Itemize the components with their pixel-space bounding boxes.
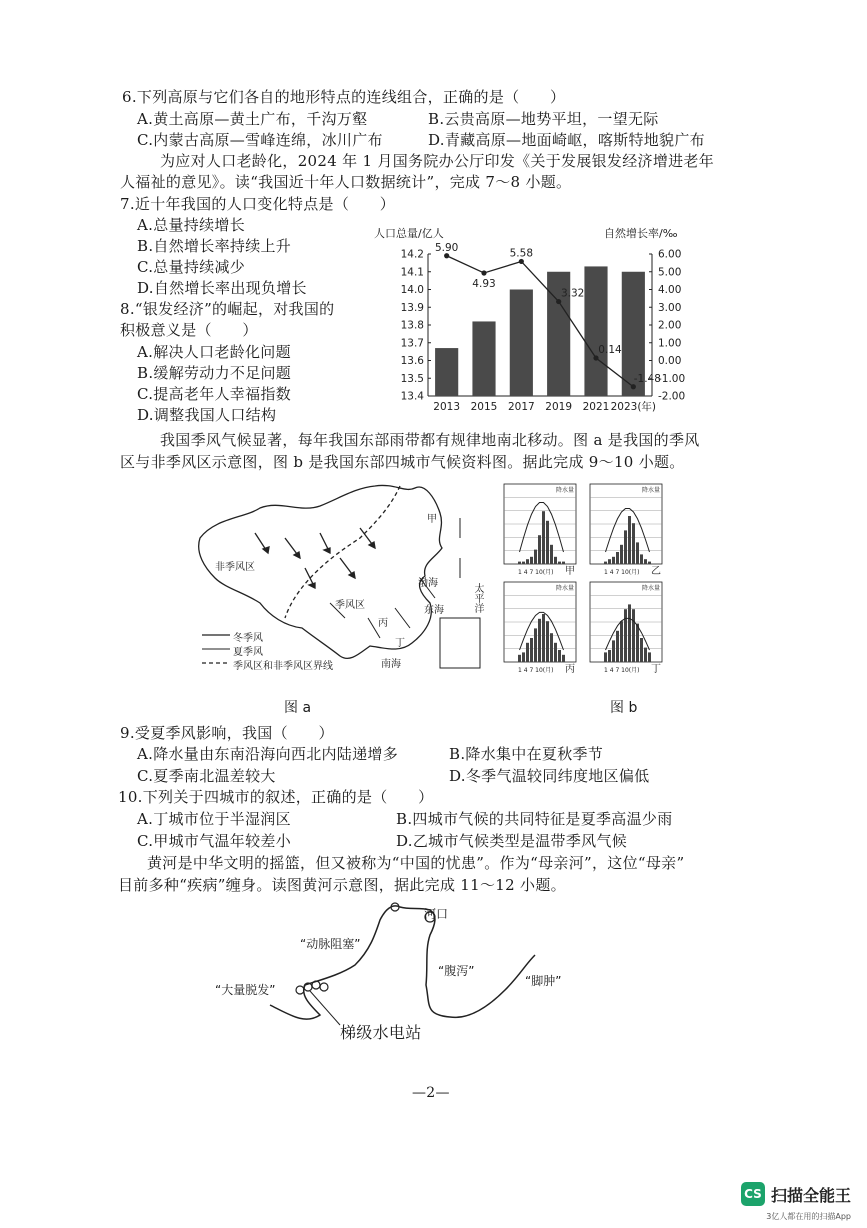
y2-tick-label: -2.00 <box>658 390 686 403</box>
y2-tick-label: 5.00 <box>658 266 682 279</box>
precip-bar <box>620 621 623 662</box>
figure-a-caption: 图 a <box>284 700 312 716</box>
precip-bar <box>616 631 619 662</box>
map-label-monsoon: 季风区 <box>335 600 365 611</box>
precip-bar <box>562 562 565 564</box>
precip-bar <box>534 628 537 662</box>
q8-option-b: B.缓解劳动力不足问题 <box>137 364 292 382</box>
precip-bar <box>554 643 557 662</box>
yellow-river-course <box>270 906 535 1019</box>
precip-bar <box>608 559 611 564</box>
climate-city-name: 甲 <box>565 566 575 577</box>
q7-option-d: D.自然增长率出现负增长 <box>137 279 307 297</box>
population-bar <box>510 290 533 397</box>
growth-rate-point <box>481 270 486 275</box>
climate-city-name: 丙 <box>565 664 575 675</box>
population-chart <box>390 240 700 420</box>
intro-9-10-line1: 我国季风气候显著，每年我国东部雨带都有规律地南北移动。图 a 是我国的季风 <box>160 431 700 449</box>
river-label-ankle: “脚肿” <box>525 974 562 988</box>
y-tick-label: 13.5 <box>400 372 424 385</box>
river-label-diarrhea: “腹泻” <box>438 964 475 978</box>
precip-bar <box>636 542 639 564</box>
x-tick-label: 2015 <box>470 401 498 413</box>
legend-monsoon-boundary: 季风区和非季风区界线 <box>233 661 333 672</box>
legend-summer-monsoon: 夏季风 <box>233 647 263 658</box>
y2-tick-label: 0.00 <box>658 355 682 367</box>
precip-bar <box>538 535 541 564</box>
growth-rate-point <box>631 384 636 389</box>
precip-bar <box>616 552 619 564</box>
cs-badge: CS <box>741 1182 765 1206</box>
precip-bar <box>648 652 651 662</box>
q9-option-d: D.冬季气温较同纬度地区偏低 <box>449 767 650 785</box>
q6-option-b: B.云贵高原—地势平坦，一望无际 <box>428 110 659 128</box>
map-label-nonmonsoon: 非季风区 <box>215 562 255 573</box>
precip-bar <box>558 650 561 662</box>
climate-city-name: 乙 <box>651 566 661 577</box>
q9-option-c: C.夏季南北温差较大 <box>137 767 276 785</box>
intro-9-10-line2: 区与非季风区示意图，图 b 是我国东部四城市气候资料图。据此完成 9～10 小题。 <box>120 453 685 471</box>
x-tick-label: 2017 <box>507 401 535 413</box>
climate-month-labels: 1 4 7 10(月) <box>518 569 554 576</box>
y2-tick-label: 3.00 <box>658 301 682 314</box>
river-label-hydro: 梯级水电站 <box>340 1023 422 1042</box>
map-label-bing: 丙 <box>378 618 388 629</box>
precip-bar <box>546 521 549 564</box>
precip-bar <box>526 559 529 564</box>
precip-bar <box>538 619 541 662</box>
climate-month-labels: 1 4 7 10(月) <box>518 667 554 674</box>
y-tick-label: 13.7 <box>400 337 424 350</box>
x-tick-label: 2023(年) <box>610 401 657 413</box>
climate-precip-unit: 降水量 <box>556 585 575 592</box>
q9-stem: 9.受夏季风影响，我国（ ） <box>120 724 334 742</box>
intro-11-12-line1: 黄河是中华文明的摇篮，但又被称为“中国的忧患”。作为“母亲河”，这位“母亲” <box>147 854 685 872</box>
precip-bar <box>530 638 533 662</box>
q6-stem: 6.下列高原与它们各自的地形特点的连线组合，正确的是（ ） <box>122 88 566 106</box>
climate-month-labels: 1 4 7 10(月) <box>604 667 640 674</box>
river-label-estuary: 河口 <box>424 907 449 921</box>
river-label-artery: “动脉阻塞” <box>300 937 361 951</box>
precip-bar <box>604 562 607 564</box>
map-label-jia: 甲 <box>427 514 437 525</box>
q7-option-b: B.自然增长率持续上升 <box>137 237 292 255</box>
y-tick-label: 14.0 <box>400 284 424 296</box>
precip-bar <box>558 562 561 564</box>
precip-bar <box>640 554 643 564</box>
y-tick-label: 13.6 <box>400 355 424 367</box>
q10-option-a: A.丁城市位于半湿润区 <box>137 810 291 828</box>
climate-precip-unit: 降水量 <box>642 487 661 494</box>
precip-bar <box>644 559 647 564</box>
y-tick-label: 14.1 <box>400 266 424 279</box>
population-bar <box>584 266 607 396</box>
growth-rate-point <box>444 253 449 258</box>
y2-tick-label: 4.00 <box>658 284 682 296</box>
climate-precip-unit: 降水量 <box>642 585 661 592</box>
climate-month-labels: 1 4 7 10(月) <box>604 569 640 576</box>
q6-option-c: C.内蒙古高原—雪峰连绵，冰川广布 <box>137 131 383 149</box>
precip-bar <box>562 655 565 662</box>
precip-bar <box>518 655 521 662</box>
map-label-dong: 丁 <box>395 638 405 649</box>
precip-bar <box>608 650 611 662</box>
map-label-bohai: 渤海 <box>418 578 438 589</box>
growth-rate-data-label: 3.32 <box>560 287 585 300</box>
river-label-hairloss: “大量脱发” <box>215 983 276 997</box>
chart-ylabel: 人口总量/亿人 <box>374 227 444 240</box>
growth-rate-data-label: 5.58 <box>509 247 534 260</box>
y-tick-label: 14.2 <box>400 248 424 261</box>
precip-bar <box>550 633 553 662</box>
precip-bar <box>530 557 533 564</box>
precip-bar <box>612 557 615 564</box>
y-tick-label: 13.8 <box>400 319 424 332</box>
q7-option-c: C.总量持续减少 <box>137 258 246 276</box>
precip-bar <box>648 562 651 564</box>
map-label-nanhai: 南海 <box>381 659 401 670</box>
precip-bar <box>554 557 557 564</box>
precip-bar <box>546 621 549 662</box>
precip-bar <box>632 609 635 662</box>
intro-7-8-line2: 人福祉的意见》。读“我国近十年人口数据统计”，完成 7～8 小题。 <box>120 173 572 191</box>
climate-charts <box>500 480 670 680</box>
q10-option-c: C.甲城市气温年较差小 <box>137 832 292 850</box>
q7-stem: 7.近十年我国的人口变化特点是（ ） <box>120 195 396 213</box>
q10-stem: 10.下列关于四城市的叙述，正确的是（ ） <box>118 788 434 806</box>
page-number: —2— <box>412 1085 450 1101</box>
climate-city-name: 丁 <box>651 664 661 675</box>
climate-precip-unit: 降水量 <box>556 487 575 494</box>
x-tick-label: 2013 <box>433 401 461 413</box>
legend-winter-monsoon: 冬季风 <box>233 633 263 644</box>
precip-bar <box>640 638 643 662</box>
precip-bar <box>644 648 647 662</box>
growth-rate-point <box>556 299 561 304</box>
q6-option-d: D.青藏高原—地面崎岖，喀斯特地貌广布 <box>428 131 705 149</box>
x-tick-label: 2019 <box>545 401 573 413</box>
q8-stem-line2: 积极意义是（ ） <box>120 321 258 339</box>
y-tick-label: 13.9 <box>400 301 424 314</box>
precip-bar <box>522 562 525 564</box>
precip-bar <box>526 643 529 662</box>
map-label-donghai: 东海 <box>424 605 444 616</box>
precip-bar <box>542 511 545 564</box>
q6-option-a: A.黄土高原—黄土广布，千沟万壑 <box>137 110 368 128</box>
precip-bar <box>534 550 537 564</box>
growth-rate-data-label: 4.93 <box>472 277 496 290</box>
y-tick-label: 13.4 <box>400 390 424 403</box>
q9-option-b: B.降水集中在夏秋季节 <box>449 745 604 763</box>
q7-option-a: A.总量持续增长 <box>137 216 246 234</box>
x-tick-label: 2021 <box>582 401 610 413</box>
y2-tick-label: -1.00 <box>658 372 686 385</box>
y2-tick-label: 2.00 <box>658 319 682 332</box>
intro-7-8-line1: 为应对人口老龄化，2024 年 1 月国务院办公厅印发《关于发展银发经济增进老年 <box>160 152 715 170</box>
precip-bar <box>628 516 631 564</box>
precip-bar <box>632 523 635 564</box>
precip-bar <box>542 614 545 662</box>
precip-bar <box>620 545 623 564</box>
growth-rate-data-label: -1.48 <box>633 372 661 385</box>
precip-bar <box>522 652 525 662</box>
scanner-tagline: 3亿人都在用的扫描App <box>766 1212 851 1221</box>
growth-rate-data-label: 5.90 <box>434 241 459 254</box>
precip-bar <box>636 624 639 662</box>
growth-rate-point <box>593 355 598 360</box>
intro-11-12-line2: 目前多种“疾病”缠身。读图黄河示意图，据此完成 11～12 小题。 <box>118 876 566 894</box>
figure-b-caption: 图 b <box>610 700 638 716</box>
q10-option-d: D.乙城市气候类型是温带季风气候 <box>396 832 628 850</box>
scanner-name: 扫描全能王 <box>770 1185 851 1205</box>
q8-option-d: D.调整我国人口结构 <box>137 406 277 424</box>
q8-stem-line1: 8.“银发经济”的崛起，对我国的 <box>120 300 335 318</box>
q10-option-b: B.四城市气候的共同特征是夏季高温少雨 <box>396 810 673 828</box>
map-label-pacific: 太平洋 <box>472 583 483 613</box>
population-bar <box>435 348 458 396</box>
scanner-logo <box>741 1182 851 1206</box>
precip-bar <box>518 562 521 564</box>
chart-y2label: 自然增长率/‰ <box>604 227 678 240</box>
precip-bar <box>604 652 607 662</box>
precip-bar <box>624 609 627 662</box>
y2-tick-label: 1.00 <box>658 337 682 350</box>
q8-option-c: C.提高老年人幸福指数 <box>137 385 292 403</box>
precip-bar <box>624 530 627 564</box>
precip-bar <box>550 545 553 564</box>
growth-rate-point <box>519 259 524 264</box>
precip-bar <box>612 640 615 662</box>
population-bar <box>472 321 495 396</box>
growth-rate-data-label: 0.14 <box>598 344 622 357</box>
q9-option-a: A.降水量由东南沿海向西北内陆递增多 <box>137 745 399 763</box>
y2-tick-label: 6.00 <box>658 248 682 261</box>
q8-option-a: A.解决人口老龄化问题 <box>137 343 291 361</box>
precip-bar <box>628 604 631 662</box>
